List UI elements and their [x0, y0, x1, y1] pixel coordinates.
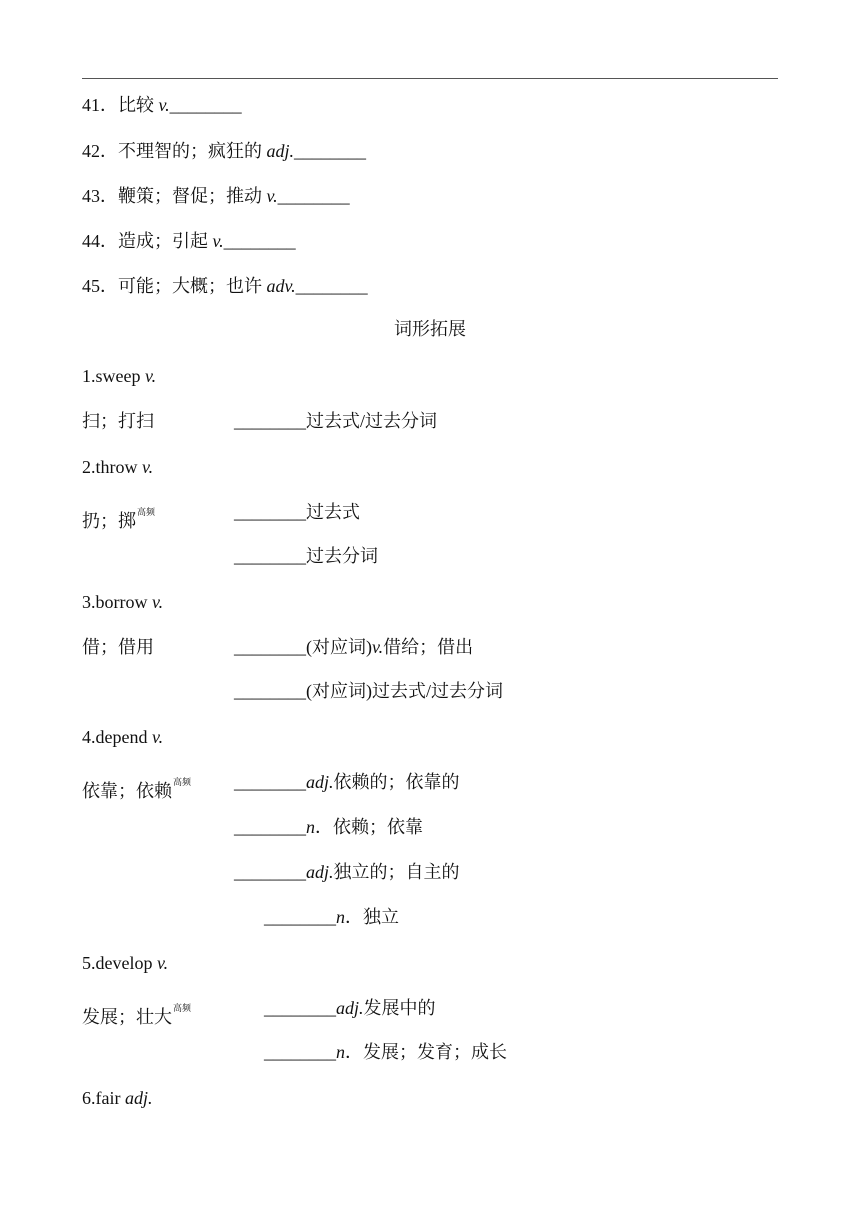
item-number: 45 — [82, 276, 100, 296]
item-pos: v. — [266, 186, 278, 206]
form-row — [234, 861, 460, 883]
word-head: 4.depend — [82, 727, 148, 747]
form-row — [264, 1041, 507, 1063]
item-meaning: 比较 — [118, 95, 154, 115]
form-pos: n — [306, 817, 315, 837]
form-pos: adj. — [306, 772, 334, 792]
answer-blank[interactable]: ________ — [234, 502, 306, 522]
form-row — [234, 680, 503, 702]
item-pos: adv. — [266, 276, 296, 296]
form-pos: n — [336, 1042, 345, 1062]
vocab-item: 45．可能；大概；也许 adv.________ — [82, 276, 368, 296]
word-meaning — [82, 771, 191, 802]
item-number: 41 — [82, 95, 100, 115]
item-number: 44 — [82, 231, 100, 251]
word-head: 3.borrow — [82, 592, 148, 612]
answer-blank[interactable]: ________ — [234, 862, 306, 882]
form-pos: n — [336, 907, 345, 927]
form-desc: ．独立 — [345, 907, 399, 927]
form-desc: ．发展；发育；成长 — [345, 1042, 507, 1062]
answer-blank[interactable]: ________ — [277, 186, 350, 206]
word-pos: v. — [152, 592, 164, 612]
answer-blank[interactable]: ________ — [223, 231, 296, 251]
form-row — [264, 906, 399, 928]
form-desc: ．依赖；依靠 — [315, 817, 423, 837]
answer-blank[interactable]: ________ — [234, 637, 306, 657]
vocab-item: 41．比较 v.________ — [82, 95, 242, 115]
item-number: 42 — [82, 141, 100, 161]
form-pos: adj. — [306, 862, 334, 882]
word-meaning-text: 扔；掷 — [82, 511, 136, 531]
form-desc: 过去式/过去分词 — [306, 411, 438, 431]
form-desc: 过去分词 — [306, 546, 378, 566]
word-pos: v. — [144, 366, 157, 386]
form-desc: 借给；借出 — [383, 637, 474, 657]
word-heading — [82, 365, 156, 387]
answer-blank[interactable]: ________ — [264, 998, 336, 1018]
word-heading — [82, 726, 163, 748]
frequency-badge: 高频 — [137, 507, 156, 517]
header-rule — [82, 78, 778, 79]
form-pos: v. — [372, 637, 384, 657]
word-meaning: 借；借用 — [82, 637, 154, 657]
answer-blank[interactable]: ________ — [295, 276, 368, 296]
item-number: 43 — [82, 186, 100, 206]
word-head: 5.develop — [82, 953, 153, 973]
form-prefix: (对应词) — [306, 637, 372, 657]
answer-blank[interactable]: ________ — [234, 681, 306, 701]
word-heading — [82, 1087, 153, 1109]
frequency-badge: 高频 — [173, 777, 192, 787]
answer-blank[interactable]: ________ — [234, 411, 306, 431]
form-desc: 独立的；自主的 — [333, 862, 460, 882]
word-pos: v. — [151, 727, 164, 747]
form-pos: adj. — [336, 998, 364, 1018]
answer-blank[interactable]: ________ — [264, 907, 336, 927]
item-pos: v. — [158, 95, 170, 115]
item-meaning: 鞭策；督促；推动 — [118, 186, 262, 206]
word-heading — [82, 952, 168, 974]
vocab-item: 42．不理智的；疯狂的 adj.________ — [82, 141, 367, 161]
answer-blank[interactable]: ________ — [234, 772, 306, 792]
word-meaning — [82, 997, 191, 1028]
word-head: 2.throw — [82, 457, 138, 477]
item-pos: v. — [212, 231, 224, 251]
answer-blank[interactable]: ________ — [169, 95, 242, 115]
form-row — [234, 771, 460, 793]
form-desc: 发展中的 — [363, 998, 436, 1018]
section-title: 词形拓展 — [394, 319, 466, 339]
word-meaning — [82, 501, 155, 532]
item-meaning: 造成；引起 — [118, 231, 208, 251]
form-row — [234, 636, 473, 658]
form-desc: 过去式 — [306, 502, 360, 522]
form-row — [234, 816, 423, 838]
form-row — [234, 410, 437, 432]
word-pos: adj. — [124, 1088, 153, 1108]
word-pos: v. — [156, 953, 169, 973]
answer-blank[interactable]: ________ — [294, 141, 367, 161]
form-row — [234, 545, 378, 567]
answer-blank[interactable]: ________ — [264, 1042, 336, 1062]
vocab-item: 44．造成；引起 v.________ — [82, 231, 296, 251]
item-meaning: 不理智的；疯狂的 — [118, 141, 262, 161]
item-meaning: 可能；大概；也许 — [118, 276, 262, 296]
vocab-item: 43．鞭策；督促；推动 v.________ — [82, 186, 350, 206]
form-row — [234, 501, 360, 523]
form-desc: 依赖的；依靠的 — [333, 772, 460, 792]
word-head: 1.sweep — [82, 366, 141, 386]
form-row — [264, 997, 436, 1019]
form-desc: (对应词)过去式/过去分词 — [306, 681, 503, 701]
word-heading — [82, 456, 153, 478]
word-pos: v. — [142, 457, 154, 477]
word-meaning-text: 依靠；依赖 — [82, 781, 172, 801]
word-meaning: 扫；打扫 — [82, 411, 154, 431]
word-head: 6.fair — [82, 1088, 121, 1108]
frequency-badge: 高频 — [173, 1003, 192, 1013]
word-heading — [82, 591, 163, 613]
word-meaning-text: 发展；壮大 — [82, 1007, 172, 1027]
item-pos: adj. — [266, 141, 295, 161]
answer-blank[interactable]: ________ — [234, 546, 306, 566]
answer-blank[interactable]: ________ — [234, 817, 306, 837]
